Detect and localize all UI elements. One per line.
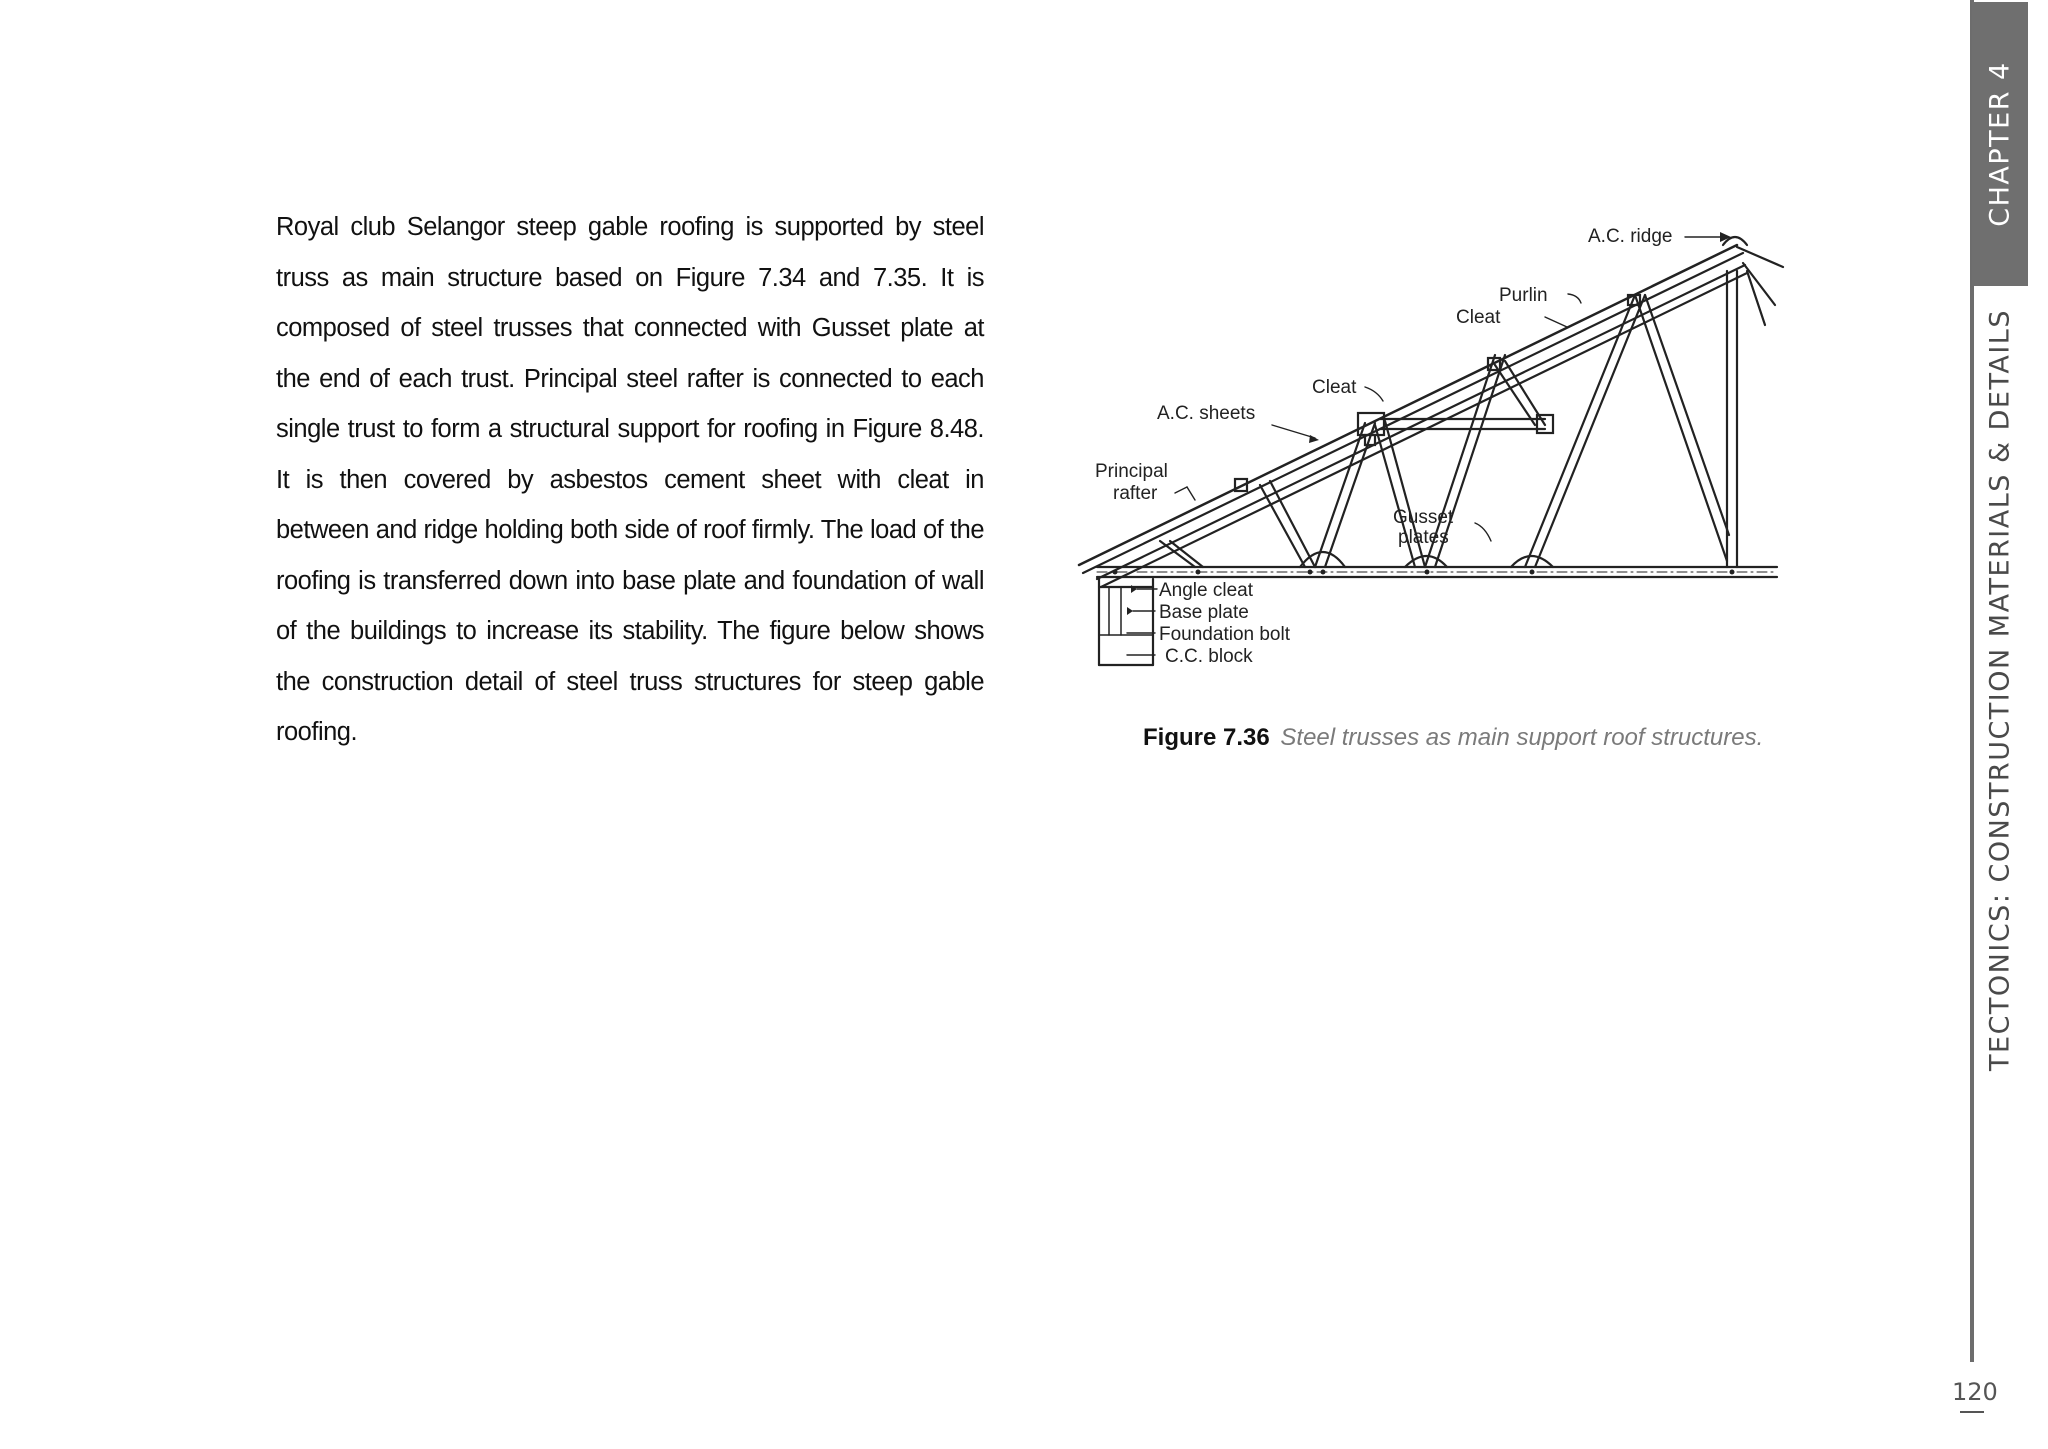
- label-gusset-plates-line1: Gusset: [1393, 507, 1454, 528]
- label-base-plate: Base plate: [1159, 602, 1249, 623]
- running-title: [1972, 309, 2028, 1071]
- steel-truss-figure: [1075, 215, 1795, 685]
- label-principal-rafter-line1: Principal: [1095, 461, 1168, 482]
- running-title-text: TECTONICS: CONSTRUCTION MATERIALS & DETAILS: [1984, 309, 2016, 1071]
- label-ac-ridge: A.C. ridge: [1588, 226, 1673, 247]
- label-ac-sheets: A.C. sheets: [1157, 403, 1256, 424]
- caption-number: Figure 7.36: [1143, 724, 1270, 751]
- truss-diagram: [1075, 215, 1795, 685]
- label-cc-block: C.C. block: [1165, 646, 1253, 667]
- label-principal-rafter-line2: rafter: [1113, 483, 1158, 504]
- chapter-label: CHAPTER 4: [1984, 61, 2016, 227]
- page-number-underline: [1960, 1411, 1984, 1413]
- figure-caption: [1143, 724, 1763, 752]
- page-number: 120: [1952, 1378, 1998, 1406]
- body-paragraph: Royal club Selangor steep gable roofing is supported by steel truss as main structure based on Figure 7.34 and 7.35. It is composed of steel trusses that connected with Gusset plate at the end of each trust. Principal steel rafter is connected to each single trust to form a structural support for roofing in Figure 8.48. It is then covered by asbestos cement sheet with cleat in between and ridge holding both side of roof firmly. The load of the roofing is transferred down into base plate and foundation of wall of the buildings to increase its stability. The figure below shows the construction detail of steel truss structures for steep gable roofing.: [276, 213, 984, 746]
- label-cleat-mid: Cleat: [1312, 377, 1357, 398]
- label-purlin: Purlin: [1499, 285, 1548, 306]
- label-angle-cleat: Angle cleat: [1159, 580, 1254, 601]
- label-gusset-plates-line2: plates: [1398, 527, 1449, 548]
- chapter-tab: [1972, 2, 2028, 286]
- caption-text: Steel trusses as main support roof structures.: [1280, 724, 1764, 751]
- label-cleat-top: Cleat: [1456, 307, 1501, 328]
- label-foundation-bolt: Foundation bolt: [1159, 624, 1290, 645]
